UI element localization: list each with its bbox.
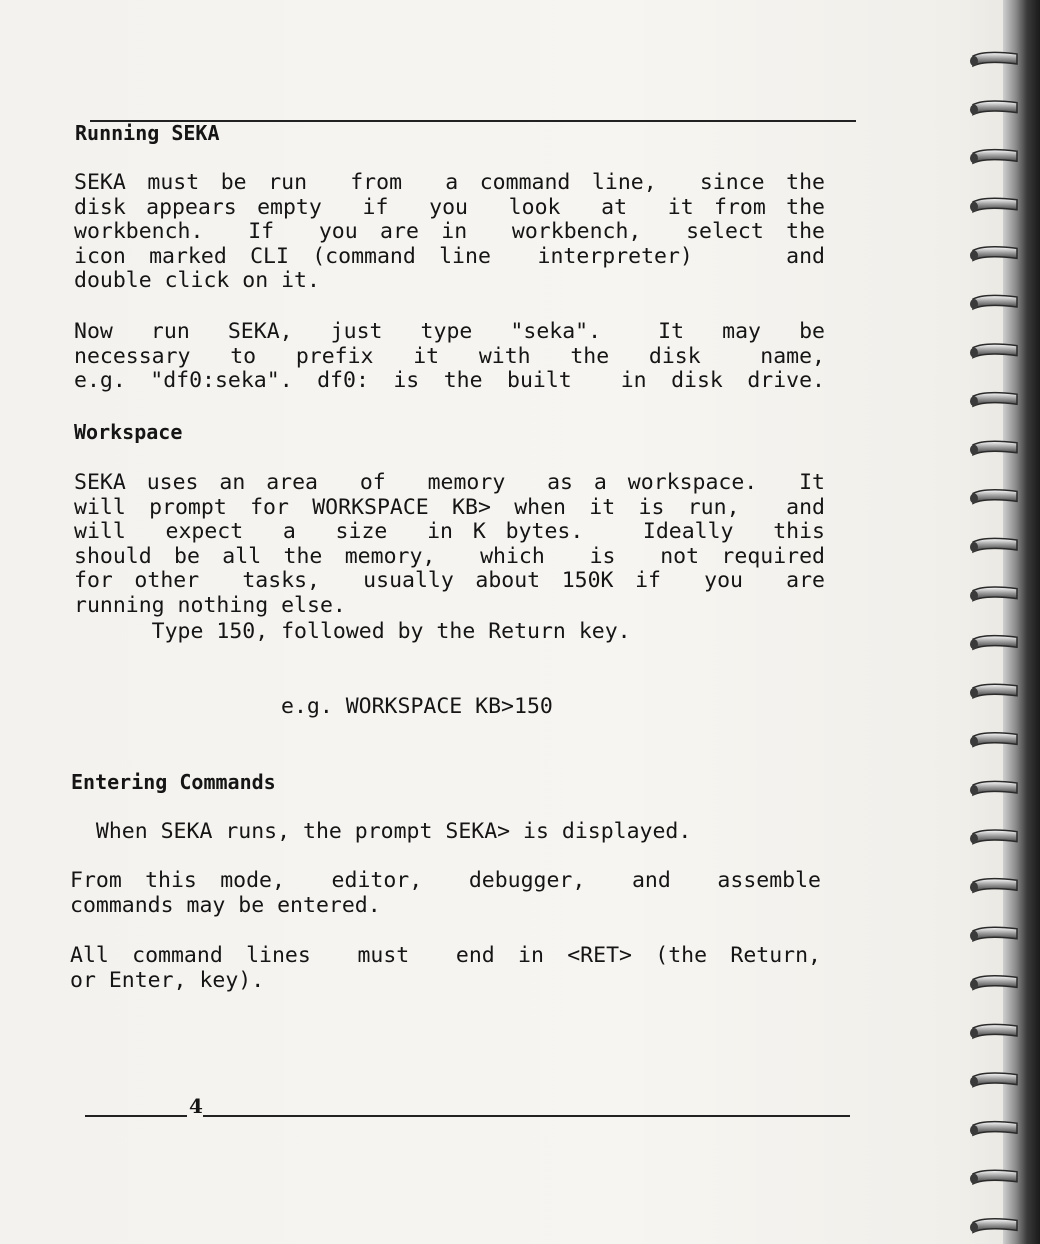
text-line: will expect a size in K bytes. Ideally this	[74, 519, 825, 545]
text-line: All command lines must end in <RET> (the Return,	[70, 943, 821, 968]
spiral-coil	[973, 52, 1017, 66]
spiral-coil	[973, 1170, 1017, 1184]
spiral-coil	[973, 830, 1017, 844]
spiral-coil	[973, 781, 1017, 795]
text-line: will prompt for WORKSPACE KB> when it is run, and	[74, 494, 825, 520]
spiral-coil	[973, 490, 1017, 504]
text-line: Type 150, followed by the Return key.	[74, 619, 631, 644]
text-line: should be all the memory, which is not required	[74, 543, 825, 569]
text-line: for other tasks, usually about 150K if you are	[74, 568, 825, 594]
spiral-coil	[973, 1122, 1017, 1136]
binding-hole	[970, 250, 978, 260]
paragraph-type-150	[74, 620, 631, 645]
spiral-coil	[973, 247, 1017, 261]
binding-hole	[970, 931, 978, 941]
binding-hole	[970, 1174, 978, 1184]
binding-hole	[970, 1125, 978, 1135]
paragraph-run-from-cli	[74, 171, 825, 294]
text-line: running nothing else.	[74, 592, 346, 618]
text-line: SEKA uses an area of memory as a workspace. It	[74, 470, 825, 495]
binding-hole	[970, 834, 978, 844]
text-line: Now run SEKA, just type "seka". It may be	[74, 319, 825, 344]
paragraph-modes	[70, 869, 821, 918]
binding-hole	[970, 445, 978, 455]
spiral-coil	[973, 879, 1017, 893]
binding-hole	[970, 396, 978, 406]
text-line: workbench. If you are in workbench, select the	[74, 219, 825, 245]
spiral-coil	[973, 927, 1017, 941]
text-line: SEKA must be run from a command line, since the	[74, 170, 825, 195]
text-line: When SEKA runs, the prompt SEKA> is displayed.	[70, 819, 692, 844]
binding-hole	[970, 1028, 978, 1038]
spiral-coil	[973, 733, 1017, 747]
text-line: e.g. WORKSPACE KB>150	[281, 694, 553, 719]
paragraph-prompt-displayed	[70, 820, 691, 845]
section-heading-entering-commands: Entering Commands	[71, 770, 276, 794]
section-heading-running-seka: Running SEKA	[75, 121, 220, 145]
spiral-coil	[973, 441, 1017, 455]
page-number: 4	[189, 1094, 203, 1118]
binding-hole	[970, 1222, 978, 1232]
paragraph-run-seka	[74, 320, 825, 394]
footer-rule-left	[85, 1115, 187, 1117]
paragraph-ret	[70, 944, 821, 993]
binding-hole	[970, 299, 978, 309]
text-line: commands may be entered.	[70, 892, 381, 918]
binding-hole	[970, 105, 978, 115]
text-line: double click on it.	[74, 268, 320, 294]
binding-hole	[970, 493, 978, 503]
spiral-coil	[973, 636, 1017, 650]
spiral-coil	[973, 344, 1017, 358]
spiral-coil	[973, 101, 1017, 115]
binding-hole	[970, 56, 978, 66]
section-heading-workspace: Workspace	[74, 420, 183, 444]
text-line: icon marked CLI (command line interpreter) and	[74, 243, 825, 269]
paragraph-workspace	[74, 471, 825, 619]
spiral-binding-graphic	[955, 0, 1040, 1244]
binding-hole	[970, 348, 978, 358]
binding-hole	[970, 639, 978, 649]
binding-hole	[970, 153, 978, 163]
spiral-coil	[973, 538, 1017, 552]
binding-hole	[970, 785, 978, 795]
text-line: e.g. "df0:seka". df0: is the built in disk drive.	[74, 368, 825, 394]
spiral-coil	[973, 587, 1017, 601]
binding-hole	[970, 979, 978, 989]
binding-hole	[970, 591, 978, 601]
spiral-coil	[973, 393, 1017, 407]
text-line: or Enter, key).	[70, 967, 265, 993]
spiral-coil	[973, 1024, 1017, 1038]
spiral-coil	[973, 976, 1017, 990]
binding-hole	[970, 202, 978, 212]
text-line: disk appears empty if you look at it from the	[74, 194, 825, 220]
footer-rule-right	[203, 1115, 850, 1117]
spiral-coil	[973, 198, 1017, 212]
binding-hole	[970, 882, 978, 892]
example-workspace-prompt	[281, 695, 553, 720]
binding-hole	[970, 736, 978, 746]
spiral-coil	[973, 684, 1017, 698]
text-line: From this mode, editor, debugger, and assemble	[70, 868, 821, 893]
spiral-coil	[973, 1219, 1017, 1233]
spiral-coil	[973, 295, 1017, 309]
text-line: necessary to prefix it with the disk name,	[74, 343, 825, 369]
binding-hole	[970, 688, 978, 698]
binding-hole	[970, 1077, 978, 1087]
binding-hole	[970, 542, 978, 552]
spiral-coil	[973, 1073, 1017, 1087]
spiral-coil	[973, 150, 1017, 164]
